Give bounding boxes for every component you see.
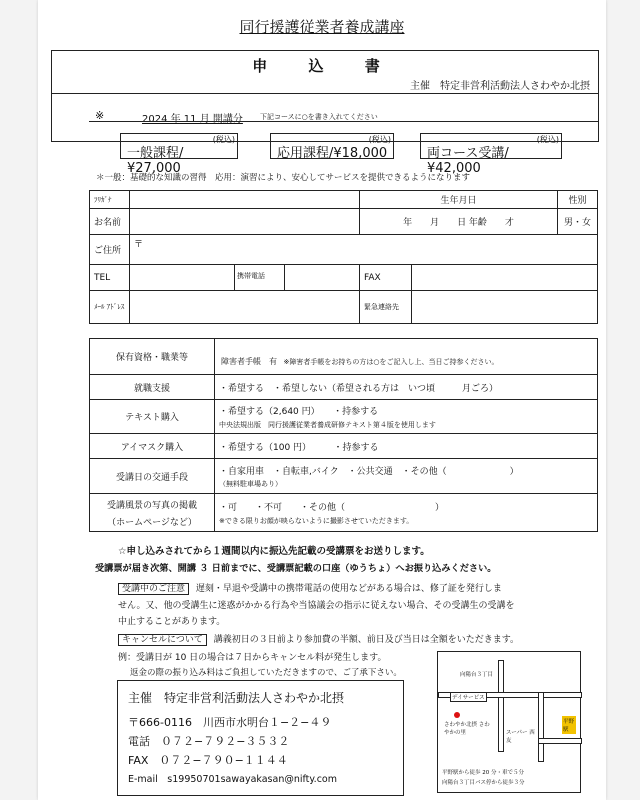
tax-label: (税込) [368, 135, 391, 144]
name-field[interactable] [130, 209, 360, 235]
road-vertical [498, 660, 504, 752]
cancel-label: キャンセルについて [118, 634, 207, 646]
cancel-block [118, 632, 519, 645]
course-description: ＊一般：基礎的な知識の習得 応用：演習により、安心してサービスを提供できるようになります [96, 173, 471, 183]
textbook-field[interactable] [215, 400, 598, 434]
job-support-options[interactable]: ・希望する ・希望しない（希望される方は いつ頃 月ごろ） [215, 375, 598, 400]
gender-label: 性別 [558, 191, 598, 209]
furigana-field[interactable] [130, 191, 360, 209]
disability-note: ※障害者手帳をお持ちの方は○をご記入し上、当日ご持参ください。 [283, 358, 499, 366]
course-general-label: 一般課程/¥27,000 [127, 146, 184, 176]
tel-label: TEL [90, 265, 130, 291]
course-both[interactable] [420, 133, 562, 176]
disability-label: 障害者手帳 有 [221, 357, 277, 366]
tel-row [130, 265, 360, 291]
qualification-label: 保有資格・職業等 [90, 339, 215, 375]
contact-fax: FAX ０７２−７９０−１１４４ [128, 754, 288, 767]
emergency-field[interactable] [412, 291, 598, 324]
birthdate-label: 生年月日 [360, 191, 558, 209]
job-support-label: 就職支援 [90, 375, 215, 400]
map-label-super: スーパー 西友 [506, 730, 535, 744]
road-lower [538, 738, 582, 744]
furigana-label: ﾌﾘｶﾞﾅ [90, 191, 130, 209]
course-applied-label: 応用課程/¥18,000 [277, 146, 388, 161]
photo-options[interactable]: ・可 ・不可 ・その他（ ） [219, 502, 445, 513]
notice-line-2: 受講票が届き次第、開講 ３ 日前までに、受講票記載の口座（ゆうちょ）へお振り込みください。 [95, 563, 497, 574]
map-label-station: 平野駅 [562, 716, 576, 734]
access-map [437, 651, 581, 793]
transport-field[interactable] [215, 459, 598, 494]
map-label-office: さわやか北摂 さわやかの里 [444, 722, 490, 736]
contact-box [117, 680, 404, 796]
contact-tel: 電話 ０７２−７９２−３５３２ [128, 735, 290, 748]
cancel-text: 講義初日の３日前より参加費の半額、前日及び当日は全額をいただきます。 [213, 635, 519, 645]
photo-field[interactable] [215, 494, 598, 532]
map-footer-1: 平野駅から徒歩 20 分・車で５分 [442, 770, 524, 776]
qualification-field[interactable] [215, 339, 598, 375]
attention-text-2: せん。又、他の受講生に迷惑がかかる行為や当協議会の指示に従えない場合、その受講生の受講を [118, 601, 515, 611]
contact-host: 主催 特定非営利活動法人さわやか北摂 [128, 691, 345, 705]
contact-email[interactable]: E-mail s19950701sawayakasan@nifty.com [128, 774, 337, 785]
map-label-top: 向陽台３丁目 [460, 672, 494, 678]
options-table [89, 338, 598, 532]
page-title: 同行援護従業者養成講座 [239, 18, 405, 36]
fax-field[interactable] [412, 265, 598, 291]
host-label: 主催 特定非営利活動法人さわやか北摂 [410, 81, 590, 92]
transport-label: 受講日の交通手段 [90, 459, 215, 494]
eyemask-options[interactable]: ・希望する（100 円） ・持参する [215, 434, 598, 459]
application-form-table [89, 190, 598, 324]
textbook-options[interactable]: ・希望する（2,640 円） ・持参する [219, 406, 379, 417]
eyemask-label: アイマスク購入 [90, 434, 215, 459]
session-date: 2024 年 11 月 開講分 [142, 114, 243, 125]
road-right [538, 692, 544, 762]
photo-label-cell [90, 494, 215, 532]
transport-note: （無料駐車場あり） [219, 479, 282, 488]
session-instruction: 下記コースに○を書き入れてください [260, 113, 378, 121]
mobile-field[interactable] [285, 265, 359, 290]
fax-label: FAX [360, 265, 412, 291]
attention-block [118, 580, 548, 598]
notice-line-1: ☆申し込みされてから１週間以内に振込先記載の受講票をお送りします。 [118, 546, 430, 557]
address-field[interactable] [130, 235, 598, 265]
application-header [51, 50, 599, 142]
address-label: ご住所 [90, 235, 130, 265]
attention-label: 受講中のご注意 [118, 583, 189, 595]
session-mark: ※ [95, 109, 105, 122]
textbook-note: 中央法規出版 同行援護従業者養成研修テキスト第４版を使用します [219, 420, 436, 429]
tax-label: (税込) [536, 135, 559, 144]
attention-text-3: 中止することがあります。 [118, 617, 226, 627]
tel-field[interactable] [130, 265, 235, 290]
postal-mark: 〒 [134, 240, 144, 250]
email-label: ﾒｰﾙ ｱﾄﾞﾚｽ [90, 291, 130, 324]
course-both-label: 両コース受講/¥42,000 [427, 146, 509, 176]
name-label: お名前 [90, 209, 130, 235]
transport-options[interactable]: ・自家用車 ・自転車,バイク ・公共交通 ・その他（ ） [219, 466, 519, 477]
refund-note: 返金の際の振り込み料はご負担していただきますので、ご了承下さい。 [130, 668, 402, 678]
photo-note: ※できる限りお顔が映らないように撮影させていただきます。 [219, 516, 414, 525]
course-applied[interactable] [270, 133, 394, 159]
birthdate-field[interactable]: 年 月 日 年齢 才 [360, 209, 558, 235]
emergency-label: 緊急連絡先 [360, 291, 412, 324]
course-general[interactable] [120, 133, 238, 176]
map-label-service: デイサービス [450, 692, 487, 702]
textbook-label: テキスト購入 [90, 400, 215, 434]
contact-address: 〒666-0116 川西市水明台１−２−４９ [128, 716, 332, 729]
cancel-example: 例：受講日が 10 日の場合は７日からキャンセル料が発生します。 [118, 653, 387, 663]
attention-text: 遅刻・早退や受講中の携帯電話の使用などがある場合は、修了証を発行しま [195, 584, 502, 594]
office-marker-icon [454, 712, 460, 718]
map-footer-2: 向陽台３丁目バス停から徒歩３分 [442, 780, 525, 786]
tax-label: (税込) [212, 135, 235, 144]
photo-sublabel: （ホームページなど） [107, 517, 197, 528]
mobile-label: 携帯電話 [235, 265, 285, 290]
email-field[interactable] [130, 291, 360, 324]
photo-label: 受講風景の写真の掲載 [106, 500, 197, 511]
gender-field[interactable]: 男・女 [558, 209, 598, 235]
application-heading: 申 込 書 [252, 57, 398, 75]
